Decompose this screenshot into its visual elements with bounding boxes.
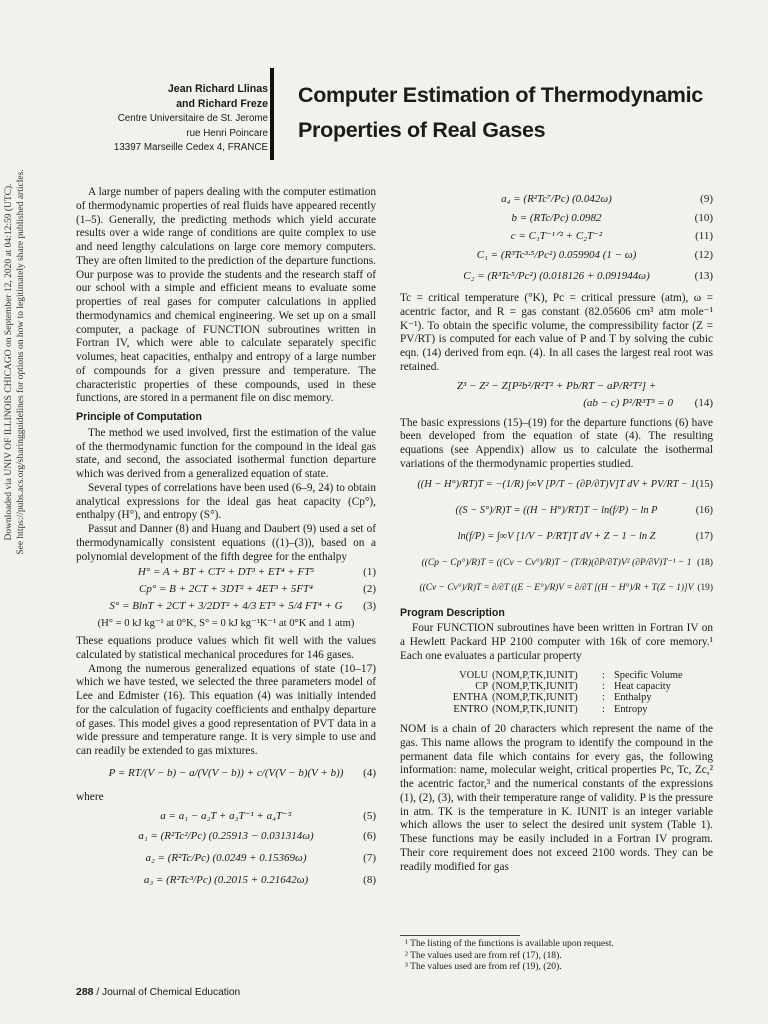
equation-6: a₁ = (R²Tc²/Pc) (0.25913 − 0.031314ω) (6) <box>138 829 376 842</box>
side-note <box>0 0 30 720</box>
function-list <box>440 670 713 716</box>
side-note-line1: Downloaded via UNIV OF ILLINOIS CHICAGO on September 12, 2020 at 04:12:59 (UTC). <box>4 183 14 541</box>
equation-13: C₂ = (R³Tc⁵/Pc²) (0.018126 + 0.091944ω) (13) <box>463 269 713 282</box>
footnote-3: ³ The values used are from ref (19), (20). <box>405 961 562 972</box>
equation-5: a = a₁ − a₂T + a₃T⁻¹ + a₄T⁻⁵ (5) <box>160 810 376 823</box>
equation-15: ((H − H°)/RT)T = −(1/R) ∫∞V [P/T − (∂P/∂T)V]T dV + PV/RT − 1 (15) <box>417 478 713 490</box>
equation-17: ln(f/P) = ∫∞V [1/V − P/RT]T dV + Z − 1 − ln Z (17) <box>457 530 713 542</box>
equation-11: c = C₁T⁻¹ᐟ² + C₂T⁻² (11) <box>510 229 713 242</box>
equation-14-line2: (ab − c) P²/R³T³ = 0 (14) <box>583 397 713 410</box>
function-row-volu: VOLU (NOM,P,TK,IUNIT) : Specific Volume <box>459 669 683 681</box>
affiliation-line1: Centre Universitaire de St. Jerome <box>117 113 268 124</box>
function-row-entha: ENTHA (NOM,P,TK,IUNIT) : Enthalpy <box>452 692 652 704</box>
affiliation-line2: rue Henri Poincare <box>186 127 268 139</box>
title-divider <box>270 68 274 160</box>
equation-4: P = RT/(V − b) − a/(V(V − b)) + c/(V(V − b)(V + b)) (4) <box>108 766 376 779</box>
title-line2: Properties of Real Gases <box>298 118 546 142</box>
author-block <box>60 82 268 156</box>
equation-10: b = (RTc/Pc) 0.0982 (10) <box>511 211 713 224</box>
right-column <box>400 190 713 874</box>
footnotes <box>405 938 715 973</box>
left-column <box>76 186 376 892</box>
journal-name: / Journal of Chemical Education <box>96 987 241 998</box>
equation-19: ((Cv − Cv°)/R)T = ∂/∂T ((E − E°)/R)V = ∂/∂T [(H − H°)/R + T(Z − 1)]V (19) <box>419 582 713 593</box>
section-heading-program: Program Description <box>400 606 505 619</box>
equation-18: ((Cp − Cp°)/R)T = ((Cv − Cv°)/R)T − (T/R)(∂P/∂T)V² (∂P/∂V)T⁻¹ − 1 (18) <box>421 556 713 568</box>
where-label: where <box>76 790 104 803</box>
equation-9: a₄ = (R²Tc⁷/Pc) (0.042ω) (9) <box>501 192 713 205</box>
paragraph-values: These equations produce values which fit well with the values calculated by statistical mechanical procedures for 146 gases. <box>76 635 376 661</box>
title-line1: Computer Estimation of Thermodynamic <box>298 83 703 107</box>
author-line1: Jean Richard Llinas <box>167 83 268 95</box>
paragraph-definitions: Tc = critical temperature (°K), Pc = critical pressure (atm), ω = acentric factor, and R = gas constant (82.05606 cm³ atm mole⁻¹ K⁻¹). To obtain the specific volume, the compressibility factor (Z = PV/RT) is computed for each value of P and T by solving the cubic eqn. (14) derived from eqn. (4). In all cases the largest real root was retained. <box>400 292 713 373</box>
author-line2: and Richard Freze <box>176 98 268 110</box>
paragraph-departure: The basic expressions (15)–(19) for the departure functions (6) have been developed from the equation of state (4). The resulting equations (see Appendix) allow us to calculate the isothermal variations of the thermodynamic properties studied. <box>400 416 713 470</box>
equation-7: a₂ = (R²Tc/Pc) (0.0249 + 0.15369ω) (7) <box>145 851 376 864</box>
section-heading-principle: Principle of Computation <box>76 411 202 423</box>
equation-1: H° = A + BT + CT² + DT³ + ET⁴ + FT⁵ (1) <box>137 565 376 578</box>
function-row-cp: CP (NOM,P,TK,IUNIT) : Heat capacity <box>475 680 671 692</box>
intro-paragraph: A large number of papers dealing with the computer estimation of thermodynamic properties of real fluids have appeared recently (1–5). Generally, the predicting methods which yield accurate results over a wide range of conditions are quite complex to use and need lengthy calculations on large core memory computers. They are often limited to the prediction of the departure functions. Our purpose was to provide the students and the research staff of our school with a simple and efficient means to evaluate some properties of real gases for computer calculations in applied thermodynamics and chemical engineering. We set up on a small computer, a package of FUNCTION subroutines written in Fortran IV, which were able to calculate separately specific volumes, heat capacities, enthalpy and entropy of a large number of compounds for a given pressure and temperature. The characteristic properties of these compounds, used in these functions, are stored in a permanent file on disc memory. <box>76 186 376 405</box>
equation-condition: (H° = 0 kJ kg⁻¹ at 0°K, S° = 0 kJ kg⁻¹K⁻¹ at 0°K and 1 atm) <box>97 618 355 630</box>
side-note-line2: See https://pubs.acs.org/sharingguidelines for options on how to legitimately share published articles. <box>16 169 26 555</box>
equation-12: C₁ = (R³Tc³·⁵/Pc²) 0.059904 (1 − ω) (12) <box>476 248 713 261</box>
equation-16: ((S − S°)/R)T = ((H − H°)/RT)T − ln(f/P) − ln P (16) <box>455 504 713 516</box>
footnote-2: ² The values used are from ref (17), (18). <box>405 949 562 961</box>
equation-14-line1: Z³ − Z² − Z[P²b²/R²T² + Pb/RT − aP/R²T²] + <box>456 380 657 393</box>
page-number: 288 <box>76 986 94 998</box>
article-title <box>298 78 738 148</box>
footnote-1: ¹ The listing of the functions is available upon request. <box>405 938 614 949</box>
function-row-entro: ENTRO (NOM,P,TK,IUNIT) : Entropy <box>453 703 648 715</box>
equation-2: Cp° = B + 2CT + 3DT² + 4ET³ + 5FT⁴ (2) <box>139 582 376 595</box>
equation-8: a₃ = (R²Tc³/Pc) (0.2015 + 0.21642ω) (8) <box>143 873 376 886</box>
paragraph-equation-of-state: Among the numerous generalized equations of state (10–17) which we have tested, we selected the three parameters model of Lee and Edmister (16). This equation (4) was initially intended for the calculation of fugacity coefficients and enthalpy departure of gases. This model gives a good representation of PVT data in a wide pressure and temperature range. It is very simple to use and can readily be extended to gas mixtures. <box>76 662 376 757</box>
footnote-divider <box>400 935 520 936</box>
affiliation-line3: 13397 Marseille Cedex 4, FRANCE <box>113 142 268 153</box>
paragraph-functions: Four FUNCTION subroutines have been written in Fortran IV on a Hewlett Packard HP 2100 computer with 16k of core memory.¹ Each one evaluates a particular property <box>400 622 713 662</box>
paragraph-nom: NOM is a chain of 20 characters which represent the name of the gas. This name allows the program to identify the compound in the permanent data file which contains for every gas, the following information: name, molecular weight, critical properties Pc, Tc, Zc,² the acentric factor,³ and the numerical constants of the expressions (1), (2), (3), with their temperature range of validity. P is the pressure in atm. TK is the temperature in K. IUNIT is an integer variable which allows the user to select the desired unit system (Table 1). These functions may be easily included in a Fortran IV program. Their core requirement does not exceed 2100 words. They can be readily modified for gas <box>400 723 713 873</box>
paragraph-correlations: Several types of correlations have been used (6–9, 24) to obtain analytical expressions for the ideal gas heat capacity (Cp°), enthalpy (H°), and entropy (S°). <box>76 481 376 522</box>
paragraph-method: The method we used involved, first the estimation of the value of the thermodynamic function for the compound in the ideal gas state, and second, the associated isothermal function departure which was derived from a generalized equation of state. <box>76 426 376 480</box>
page-footer <box>76 986 240 998</box>
equation-3: S° = BlnT + 2CT + 3/2DT² + 4/3 ET³ + 5/4 FT⁴ + G (3) <box>109 599 376 612</box>
paragraph-passut: Passut and Danner (8) and Huang and Daubert (9) used a set of thermodynamically consistent equations ((1)–(3)), based on a polynomial development of the fifth degree for the enthalpy <box>76 523 376 563</box>
